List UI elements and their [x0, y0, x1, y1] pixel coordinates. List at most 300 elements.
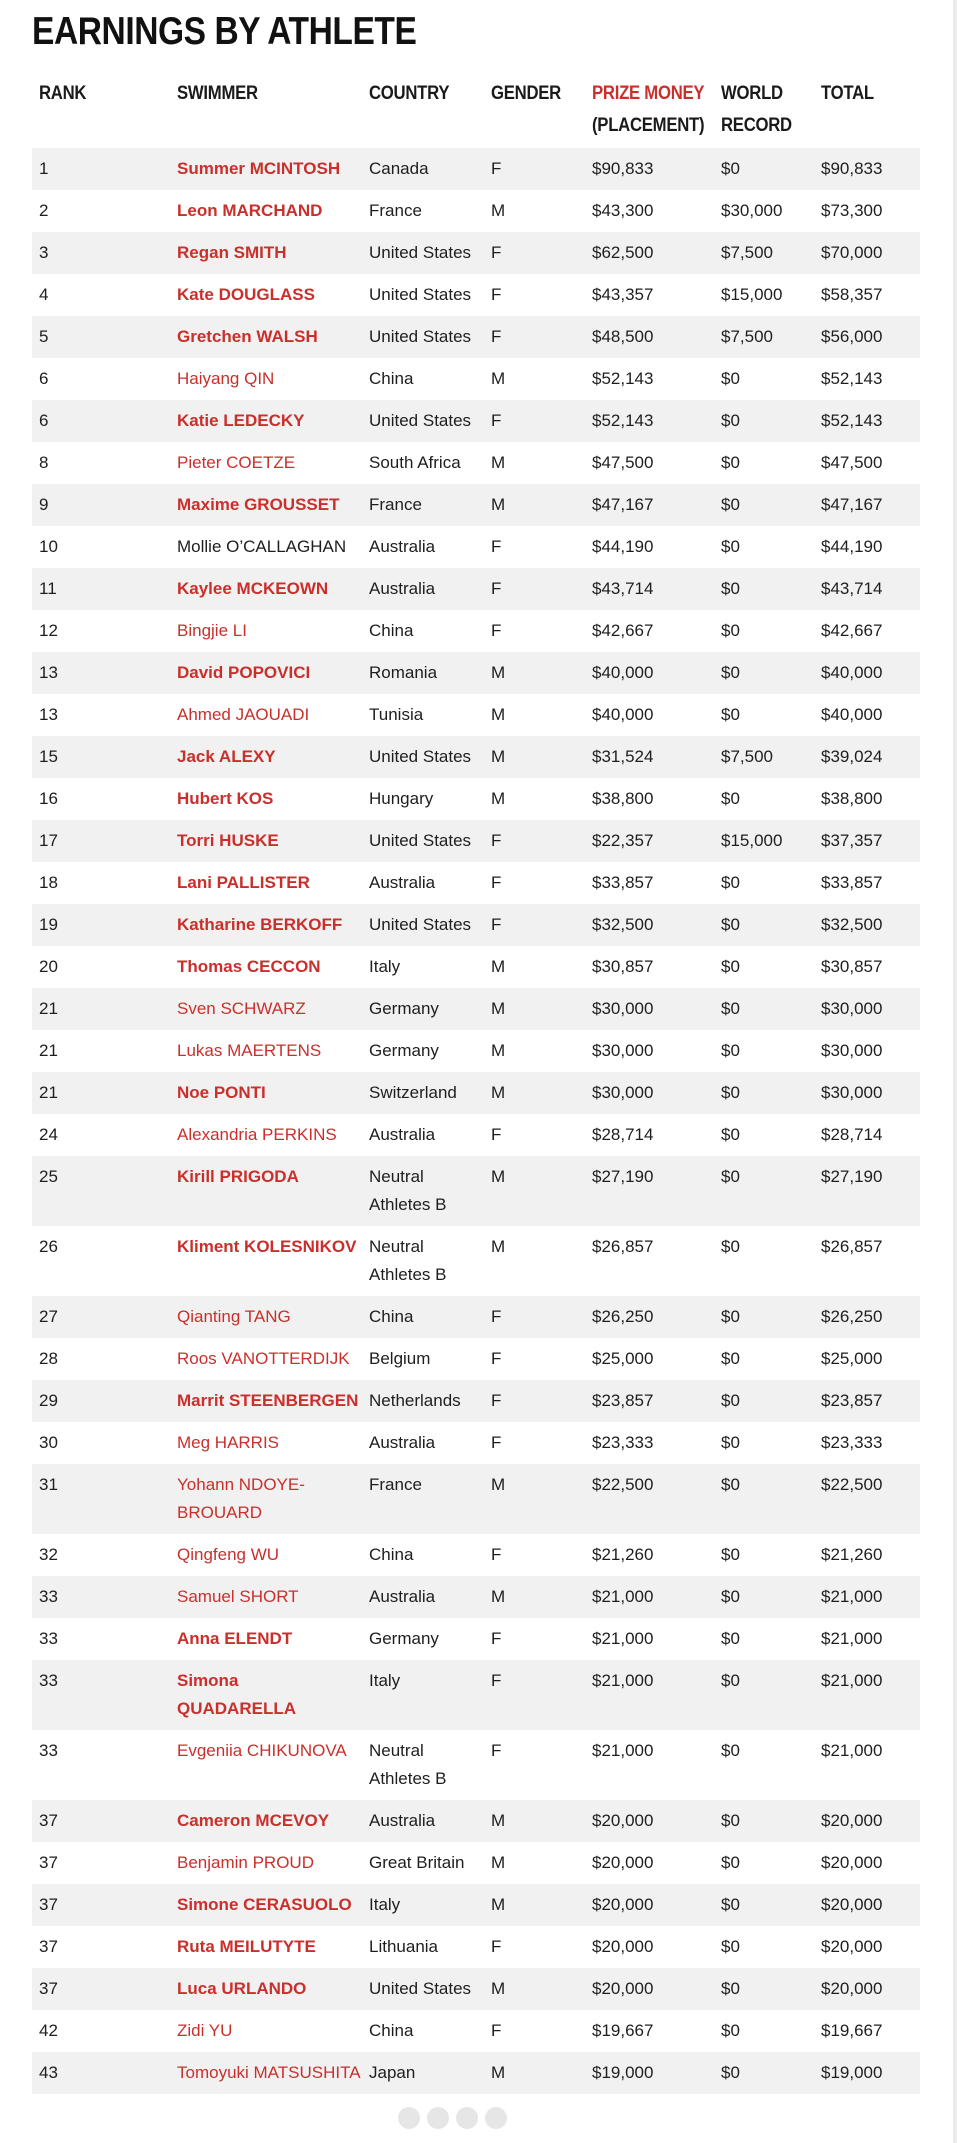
- cell-gender: M: [484, 652, 585, 694]
- cell-swimmer[interactable]: Samuel SHORT: [170, 1576, 362, 1618]
- watermark-dot: [456, 2107, 478, 2129]
- cell-swimmer[interactable]: Pieter COETZE: [170, 442, 362, 484]
- cell-total: $42,667: [814, 610, 920, 652]
- cell-swimmer[interactable]: Lani PALLISTER: [170, 862, 362, 904]
- header-gender-label: GENDER: [491, 83, 561, 104]
- cell-prize-money: $26,857: [585, 1226, 714, 1296]
- cell-gender: F: [484, 1114, 585, 1156]
- cell-rank: 24: [32, 1114, 170, 1156]
- table-row: [32, 1114, 920, 1156]
- table-row: [32, 862, 920, 904]
- header-rank: [32, 78, 170, 148]
- header-swimmer: [170, 78, 362, 148]
- cell-country: Netherlands: [362, 1380, 484, 1422]
- cell-swimmer[interactable]: Luca URLANDO: [170, 1968, 362, 2010]
- cell-rank: 13: [32, 694, 170, 736]
- cell-world-record: $7,500: [714, 232, 814, 274]
- cell-swimmer[interactable]: Sven SCHWARZ: [170, 988, 362, 1030]
- cell-gender: F: [484, 1422, 585, 1464]
- cell-rank: 17: [32, 820, 170, 862]
- cell-world-record: $0: [714, 1534, 814, 1576]
- cell-country: Switzerland: [362, 1072, 484, 1114]
- cell-swimmer[interactable]: Kirill PRIGODA: [170, 1156, 362, 1226]
- cell-country: Neutral Athletes B: [362, 1156, 484, 1226]
- header-world-record-label: WORLD: [721, 83, 783, 104]
- cell-prize-money: $21,000: [585, 1660, 714, 1730]
- cell-gender: M: [484, 988, 585, 1030]
- cell-country: China: [362, 1296, 484, 1338]
- cell-total: $28,714: [814, 1114, 920, 1156]
- cell-country: Lithuania: [362, 1926, 484, 1968]
- header-world-record: [714, 78, 814, 148]
- cell-rank: 37: [32, 1800, 170, 1842]
- cell-world-record: $0: [714, 1618, 814, 1660]
- watermark-dot: [398, 2107, 420, 2129]
- cell-prize-money: $43,357: [585, 274, 714, 316]
- cell-country: Tunisia: [362, 694, 484, 736]
- cell-swimmer[interactable]: Qingfeng WU: [170, 1534, 362, 1576]
- cell-total: $21,260: [814, 1534, 920, 1576]
- cell-prize-money: $26,250: [585, 1296, 714, 1338]
- cell-total: $19,667: [814, 2010, 920, 2052]
- cell-swimmer[interactable]: Hubert KOS: [170, 778, 362, 820]
- cell-total: $52,143: [814, 358, 920, 400]
- cell-prize-money: $28,714: [585, 1114, 714, 1156]
- cell-world-record: $0: [714, 946, 814, 988]
- cell-total: $70,000: [814, 232, 920, 274]
- cell-gender: M: [484, 1156, 585, 1226]
- cell-prize-money: $30,000: [585, 1030, 714, 1072]
- cell-country: France: [362, 190, 484, 232]
- cell-swimmer[interactable]: Lukas MAERTENS: [170, 1030, 362, 1072]
- cell-gender: F: [484, 1296, 585, 1338]
- cell-swimmer[interactable]: Yohann NDOYE-BROUARD: [170, 1464, 362, 1534]
- cell-world-record: $0: [714, 1338, 814, 1380]
- cell-world-record: $0: [714, 148, 814, 190]
- cell-world-record: $7,500: [714, 316, 814, 358]
- cell-prize-money: $62,500: [585, 232, 714, 274]
- cell-world-record: $0: [714, 1156, 814, 1226]
- cell-world-record: $0: [714, 1926, 814, 1968]
- cell-rank: 37: [32, 1884, 170, 1926]
- cell-swimmer[interactable]: Jack ALEXY: [170, 736, 362, 778]
- cell-rank: 29: [32, 1380, 170, 1422]
- cell-gender: F: [484, 568, 585, 610]
- cell-country: China: [362, 2010, 484, 2052]
- table-row: [32, 1926, 920, 1968]
- cell-swimmer[interactable]: Simone CERASUOLO: [170, 1884, 362, 1926]
- cell-country: United States: [362, 316, 484, 358]
- cell-swimmer[interactable]: Gretchen WALSH: [170, 316, 362, 358]
- cell-rank: 6: [32, 358, 170, 400]
- table-row: [32, 820, 920, 862]
- table-row: [32, 148, 920, 190]
- table-row: [32, 1618, 920, 1660]
- header-prize-money: [585, 78, 714, 148]
- cell-prize-money: $20,000: [585, 1926, 714, 1968]
- table-row: [32, 1464, 920, 1534]
- cell-swimmer[interactable]: Cameron MCEVOY: [170, 1800, 362, 1842]
- cell-swimmer[interactable]: Anna ELENDT: [170, 1618, 362, 1660]
- cell-swimmer[interactable]: Bingjie LI: [170, 610, 362, 652]
- cell-country: Germany: [362, 1030, 484, 1072]
- cell-world-record: $15,000: [714, 820, 814, 862]
- cell-prize-money: $20,000: [585, 1884, 714, 1926]
- cell-country: Australia: [362, 526, 484, 568]
- cell-world-record: $7,500: [714, 736, 814, 778]
- cell-prize-money: $52,143: [585, 400, 714, 442]
- table-row: [32, 1072, 920, 1114]
- cell-prize-money: $21,000: [585, 1618, 714, 1660]
- cell-prize-money: $20,000: [585, 1842, 714, 1884]
- table-row: [32, 1968, 920, 2010]
- cell-rank: 27: [32, 1296, 170, 1338]
- cell-world-record: $0: [714, 358, 814, 400]
- table-row: [32, 1380, 920, 1422]
- table-row: [32, 568, 920, 610]
- cell-prize-money: $30,000: [585, 988, 714, 1030]
- cell-country: United States: [362, 232, 484, 274]
- cell-country: Australia: [362, 1422, 484, 1464]
- cell-total: $56,000: [814, 316, 920, 358]
- cell-country: United States: [362, 904, 484, 946]
- cell-world-record: $0: [714, 1800, 814, 1842]
- cell-rank: 37: [32, 1842, 170, 1884]
- cell-world-record: $0: [714, 1296, 814, 1338]
- cell-prize-money: $38,800: [585, 778, 714, 820]
- cell-gender: M: [484, 1968, 585, 2010]
- cell-rank: 21: [32, 988, 170, 1030]
- cell-gender: M: [484, 358, 585, 400]
- cell-country: Neutral Athletes B: [362, 1226, 484, 1296]
- cell-swimmer[interactable]: Roos VANOTTERDIJK: [170, 1338, 362, 1380]
- table-row: [32, 1576, 920, 1618]
- cell-gender: F: [484, 1338, 585, 1380]
- cell-swimmer[interactable]: Katharine BERKOFF: [170, 904, 362, 946]
- cell-country: South Africa: [362, 442, 484, 484]
- cell-prize-money: $30,857: [585, 946, 714, 988]
- header-swimmer-label: SWIMMER: [177, 83, 258, 104]
- cell-world-record: $0: [714, 1030, 814, 1072]
- table-row: [32, 736, 920, 778]
- cell-rank: 18: [32, 862, 170, 904]
- cell-gender: M: [484, 778, 585, 820]
- table-row: [32, 274, 920, 316]
- table-row: [32, 2052, 920, 2094]
- cell-gender: F: [484, 1660, 585, 1730]
- cell-prize-money: $32,500: [585, 904, 714, 946]
- cell-world-record: $0: [714, 1380, 814, 1422]
- cell-rank: 15: [32, 736, 170, 778]
- cell-total: $23,857: [814, 1380, 920, 1422]
- cell-swimmer[interactable]: Marrit STEENBERGEN: [170, 1380, 362, 1422]
- cell-world-record: $0: [714, 778, 814, 820]
- cell-prize-money: $47,167: [585, 484, 714, 526]
- header-total-label: TOTAL: [821, 83, 874, 104]
- cell-total: $20,000: [814, 1842, 920, 1884]
- cell-swimmer[interactable]: Summer MCINTOSH: [170, 148, 362, 190]
- cell-world-record: $0: [714, 1660, 814, 1730]
- cell-prize-money: $23,333: [585, 1422, 714, 1464]
- cell-rank: 31: [32, 1464, 170, 1534]
- cell-prize-money: $44,190: [585, 526, 714, 568]
- cell-country: Great Britain: [362, 1842, 484, 1884]
- cell-prize-money: $20,000: [585, 1968, 714, 2010]
- table-row: [32, 610, 920, 652]
- cell-gender: M: [484, 736, 585, 778]
- cell-rank: 3: [32, 232, 170, 274]
- cell-country: Australia: [362, 862, 484, 904]
- table-row: [32, 484, 920, 526]
- cell-swimmer[interactable]: Kate DOUGLASS: [170, 274, 362, 316]
- cell-swimmer[interactable]: Thomas CECCON: [170, 946, 362, 988]
- cell-rank: 6: [32, 400, 170, 442]
- cell-gender: M: [484, 946, 585, 988]
- cell-country: Hungary: [362, 778, 484, 820]
- cell-rank: 25: [32, 1156, 170, 1226]
- cell-total: $30,857: [814, 946, 920, 988]
- table-row: [32, 1422, 920, 1464]
- cell-prize-money: $40,000: [585, 652, 714, 694]
- table-row: [32, 694, 920, 736]
- cell-total: $47,500: [814, 442, 920, 484]
- cell-total: $20,000: [814, 1800, 920, 1842]
- table-row: [32, 1800, 920, 1842]
- cell-gender: F: [484, 1618, 585, 1660]
- cell-swimmer[interactable]: Benjamin PROUD: [170, 1842, 362, 1884]
- cell-prize-money: $22,500: [585, 1464, 714, 1534]
- cell-country: Italy: [362, 1884, 484, 1926]
- cell-swimmer[interactable]: Zidi YU: [170, 2010, 362, 2052]
- cell-total: $73,300: [814, 190, 920, 232]
- cell-gender: F: [484, 148, 585, 190]
- cell-gender: M: [484, 1576, 585, 1618]
- table-row: [32, 652, 920, 694]
- cell-swimmer[interactable]: Kaylee MCKEOWN: [170, 568, 362, 610]
- cell-country: Canada: [362, 148, 484, 190]
- table-row: [32, 1226, 920, 1296]
- cell-rank: 20: [32, 946, 170, 988]
- table-row: [32, 1842, 920, 1884]
- cell-world-record: $0: [714, 1226, 814, 1296]
- table-row: [32, 1884, 920, 1926]
- table-row: [32, 1660, 920, 1730]
- cell-total: $26,250: [814, 1296, 920, 1338]
- cell-prize-money: $20,000: [585, 1800, 714, 1842]
- table-row: [32, 400, 920, 442]
- cell-rank: 12: [32, 610, 170, 652]
- table-row: [32, 1296, 920, 1338]
- cell-total: $43,714: [814, 568, 920, 610]
- cell-swimmer[interactable]: David POPOVICI: [170, 652, 362, 694]
- cell-rank: 11: [32, 568, 170, 610]
- cell-country: United States: [362, 1968, 484, 2010]
- cell-gender: M: [484, 1072, 585, 1114]
- cell-world-record: $0: [714, 1884, 814, 1926]
- cell-gender: M: [484, 1030, 585, 1072]
- cell-swimmer[interactable]: Meg HARRIS: [170, 1422, 362, 1464]
- cell-prize-money: $19,667: [585, 2010, 714, 2052]
- cell-total: $90,833: [814, 148, 920, 190]
- table-row: [32, 988, 920, 1030]
- table-row: [32, 358, 920, 400]
- cell-total: $23,333: [814, 1422, 920, 1464]
- image-watermark: [398, 2106, 528, 2130]
- cell-swimmer[interactable]: Torri HUSKE: [170, 820, 362, 862]
- cell-world-record: $0: [714, 862, 814, 904]
- cell-country: Australia: [362, 1800, 484, 1842]
- cell-swimmer[interactable]: Haiyang QIN: [170, 358, 362, 400]
- table-row: [32, 442, 920, 484]
- cell-total: $38,800: [814, 778, 920, 820]
- cell-swimmer[interactable]: Katie LEDECKY: [170, 400, 362, 442]
- cell-rank: 19: [32, 904, 170, 946]
- table-row: [32, 232, 920, 274]
- cell-prize-money: $48,500: [585, 316, 714, 358]
- cell-country: Romania: [362, 652, 484, 694]
- cell-swimmer[interactable]: Evgeniia CHIKUNOVA: [170, 1730, 362, 1800]
- header-row: [32, 78, 920, 148]
- cell-country: Australia: [362, 1114, 484, 1156]
- cell-rank: 8: [32, 442, 170, 484]
- cell-total: $21,000: [814, 1660, 920, 1730]
- cell-rank: 30: [32, 1422, 170, 1464]
- cell-total: $21,000: [814, 1618, 920, 1660]
- cell-swimmer[interactable]: Ahmed JAOUADI: [170, 694, 362, 736]
- cell-swimmer[interactable]: Simona QUADARELLA: [170, 1660, 362, 1730]
- page-edge-rule: [953, 0, 957, 2143]
- header-prize-money-label: PRIZE MONEY: [592, 83, 705, 104]
- cell-total: $40,000: [814, 652, 920, 694]
- cell-gender: F: [484, 1534, 585, 1576]
- cell-world-record: $0: [714, 1576, 814, 1618]
- cell-swimmer[interactable]: Alexandria PERKINS: [170, 1114, 362, 1156]
- cell-swimmer[interactable]: Leon MARCHAND: [170, 190, 362, 232]
- cell-gender: F: [484, 400, 585, 442]
- cell-world-record: $0: [714, 1114, 814, 1156]
- cell-total: $22,500: [814, 1464, 920, 1534]
- cell-country: Italy: [362, 946, 484, 988]
- table-row: [32, 1730, 920, 1800]
- cell-country: United States: [362, 820, 484, 862]
- table-row: [32, 1534, 920, 1576]
- cell-prize-money: $23,857: [585, 1380, 714, 1422]
- cell-gender: F: [484, 2010, 585, 2052]
- cell-gender: M: [484, 484, 585, 526]
- cell-world-record: $0: [714, 526, 814, 568]
- cell-rank: 5: [32, 316, 170, 358]
- cell-country: China: [362, 1534, 484, 1576]
- cell-country: France: [362, 1464, 484, 1534]
- cell-rank: 33: [32, 1730, 170, 1800]
- cell-gender: M: [484, 2052, 585, 2094]
- cell-swimmer[interactable]: Tomoyuki MATSUSHITA: [170, 2052, 362, 2094]
- cell-total: $39,024: [814, 736, 920, 778]
- cell-world-record: $0: [714, 442, 814, 484]
- header-prize-money-sublabel: (PLACEMENT): [592, 115, 705, 136]
- cell-prize-money: $21,260: [585, 1534, 714, 1576]
- cell-total: $20,000: [814, 1926, 920, 1968]
- cell-swimmer[interactable]: Kliment KOLESNIKOV: [170, 1226, 362, 1296]
- cell-gender: M: [484, 1884, 585, 1926]
- header-rank-label: RANK: [39, 83, 87, 104]
- cell-country: China: [362, 358, 484, 400]
- cell-prize-money: $43,300: [585, 190, 714, 232]
- cell-swimmer[interactable]: Ruta MEILUTYTE: [170, 1926, 362, 1968]
- watermark-dot: [485, 2107, 507, 2129]
- cell-country: Germany: [362, 1618, 484, 1660]
- cell-total: $30,000: [814, 1072, 920, 1114]
- cell-gender: F: [484, 862, 585, 904]
- cell-rank: 33: [32, 1618, 170, 1660]
- table-row: [32, 2010, 920, 2052]
- page-title: EARNINGS BY ATHLETE: [32, 10, 417, 53]
- cell-gender: F: [484, 820, 585, 862]
- cell-prize-money: $19,000: [585, 2052, 714, 2094]
- cell-world-record: $0: [714, 2010, 814, 2052]
- cell-gender: F: [484, 274, 585, 316]
- cell-world-record: $0: [714, 1464, 814, 1534]
- cell-swimmer: Mollie O’CALLAGHAN: [170, 526, 362, 568]
- cell-total: $52,143: [814, 400, 920, 442]
- cell-rank: 26: [32, 1226, 170, 1296]
- cell-country: United States: [362, 400, 484, 442]
- cell-prize-money: $40,000: [585, 694, 714, 736]
- cell-swimmer[interactable]: Regan SMITH: [170, 232, 362, 274]
- cell-swimmer[interactable]: Maxime GROUSSET: [170, 484, 362, 526]
- cell-total: $25,000: [814, 1338, 920, 1380]
- cell-gender: F: [484, 1380, 585, 1422]
- cell-gender: M: [484, 190, 585, 232]
- watermark-dot: [427, 2107, 449, 2129]
- cell-country: Belgium: [362, 1338, 484, 1380]
- table-row: [32, 190, 920, 232]
- table-row: [32, 1156, 920, 1226]
- cell-rank: 16: [32, 778, 170, 820]
- cell-rank: 21: [32, 1030, 170, 1072]
- cell-total: $26,857: [814, 1226, 920, 1296]
- cell-total: $33,857: [814, 862, 920, 904]
- cell-country: Italy: [362, 1660, 484, 1730]
- table-row: [32, 778, 920, 820]
- cell-gender: F: [484, 1926, 585, 1968]
- cell-prize-money: $47,500: [585, 442, 714, 484]
- table-body: [32, 148, 920, 2094]
- cell-world-record: $0: [714, 1730, 814, 1800]
- cell-swimmer[interactable]: Qianting TANG: [170, 1296, 362, 1338]
- cell-world-record: $0: [714, 610, 814, 652]
- cell-rank: 32: [32, 1534, 170, 1576]
- cell-gender: M: [484, 1464, 585, 1534]
- header-country: [362, 78, 484, 148]
- cell-world-record: $0: [714, 694, 814, 736]
- cell-prize-money: $43,714: [585, 568, 714, 610]
- cell-rank: 33: [32, 1576, 170, 1618]
- cell-world-record: $0: [714, 1422, 814, 1464]
- cell-rank: 2: [32, 190, 170, 232]
- cell-gender: F: [484, 904, 585, 946]
- cell-rank: 28: [32, 1338, 170, 1380]
- cell-rank: 37: [32, 1926, 170, 1968]
- cell-total: $27,190: [814, 1156, 920, 1226]
- cell-country: Australia: [362, 1576, 484, 1618]
- cell-rank: 10: [32, 526, 170, 568]
- cell-rank: 9: [32, 484, 170, 526]
- cell-country: China: [362, 610, 484, 652]
- cell-rank: 43: [32, 2052, 170, 2094]
- cell-swimmer[interactable]: Noe PONTI: [170, 1072, 362, 1114]
- cell-total: $30,000: [814, 1030, 920, 1072]
